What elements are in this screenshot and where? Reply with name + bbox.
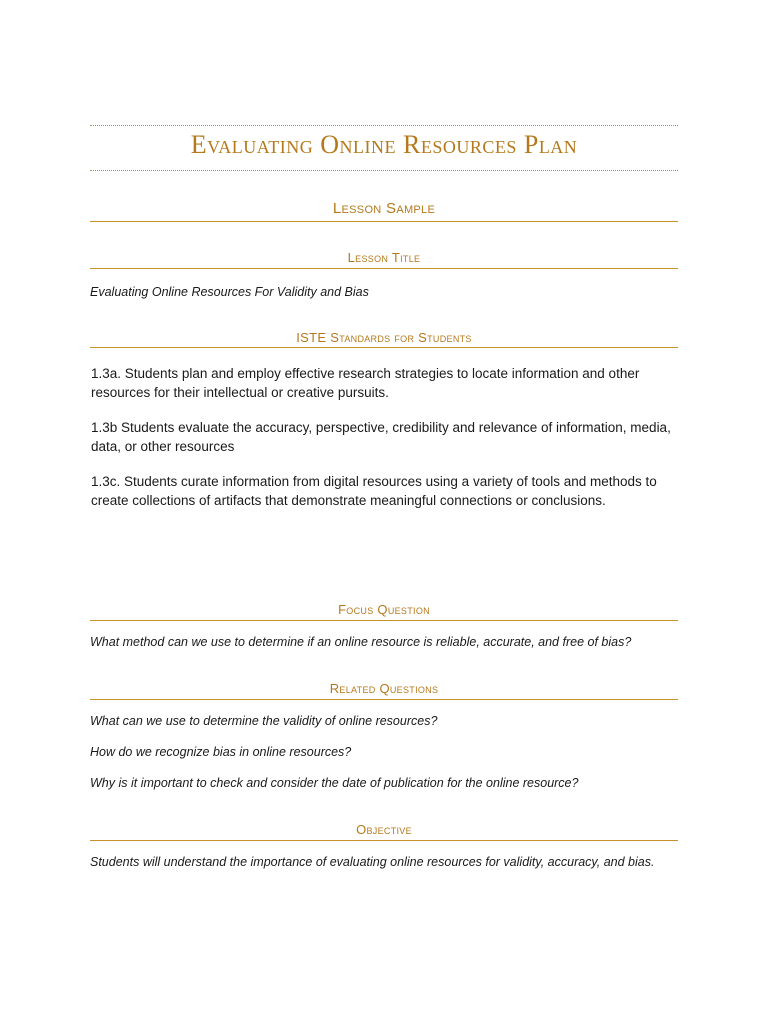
objective-heading: Objective [356,822,412,837]
related-question-1: What can we use to determine the validity of online resources? [90,714,438,728]
lesson-title-rule [90,268,678,269]
lesson-sample-heading: Lesson Sample [332,200,436,217]
objective-rule [90,840,678,841]
lesson-title-text: Evaluating Online Resources For Validity and Bias [90,285,369,299]
iste-standards-rule [90,347,678,348]
lesson-title-heading: Lesson Title [347,250,421,265]
focus-question-text: What method can we use to determine if an online resource is reliable, accurate, and free of bias? [90,635,632,649]
page-title: Evaluating Online Resources Plan [190,130,578,159]
related-questions-rule [90,699,678,700]
related-question-3: Why is it important to check and consider the date of publication for the online resource? [90,776,579,790]
title-top-divider [90,125,678,126]
standard-1-3b: 1.3b Students evaluate the accuracy, perspective, credibility and relevance of information, media, data, or other resources [91,420,671,454]
related-questions-heading: Related Questions [329,681,439,696]
standard-1-3a: 1.3a. Students plan and employ effective research strategies to locate information and other resources for their intellectual or creative pursuits. [91,366,640,400]
focus-question-rule [90,620,678,621]
title-bottom-divider [90,170,678,171]
iste-standards-heading: ISTE Standards for Students [296,330,472,345]
lesson-sample-rule [90,221,678,222]
focus-question-heading: Focus Question [338,602,430,617]
related-question-2: How do we recognize bias in online resources? [90,745,352,759]
objective-text: Students will understand the importance of evaluating online resources for validity, accuracy, and bias. [90,855,655,869]
standard-1-3c: 1.3c. Students curate information from digital resources using a variety of tools and methods to create collections of artifacts that demonstrate meaningful connections or conclusions. [91,474,657,508]
